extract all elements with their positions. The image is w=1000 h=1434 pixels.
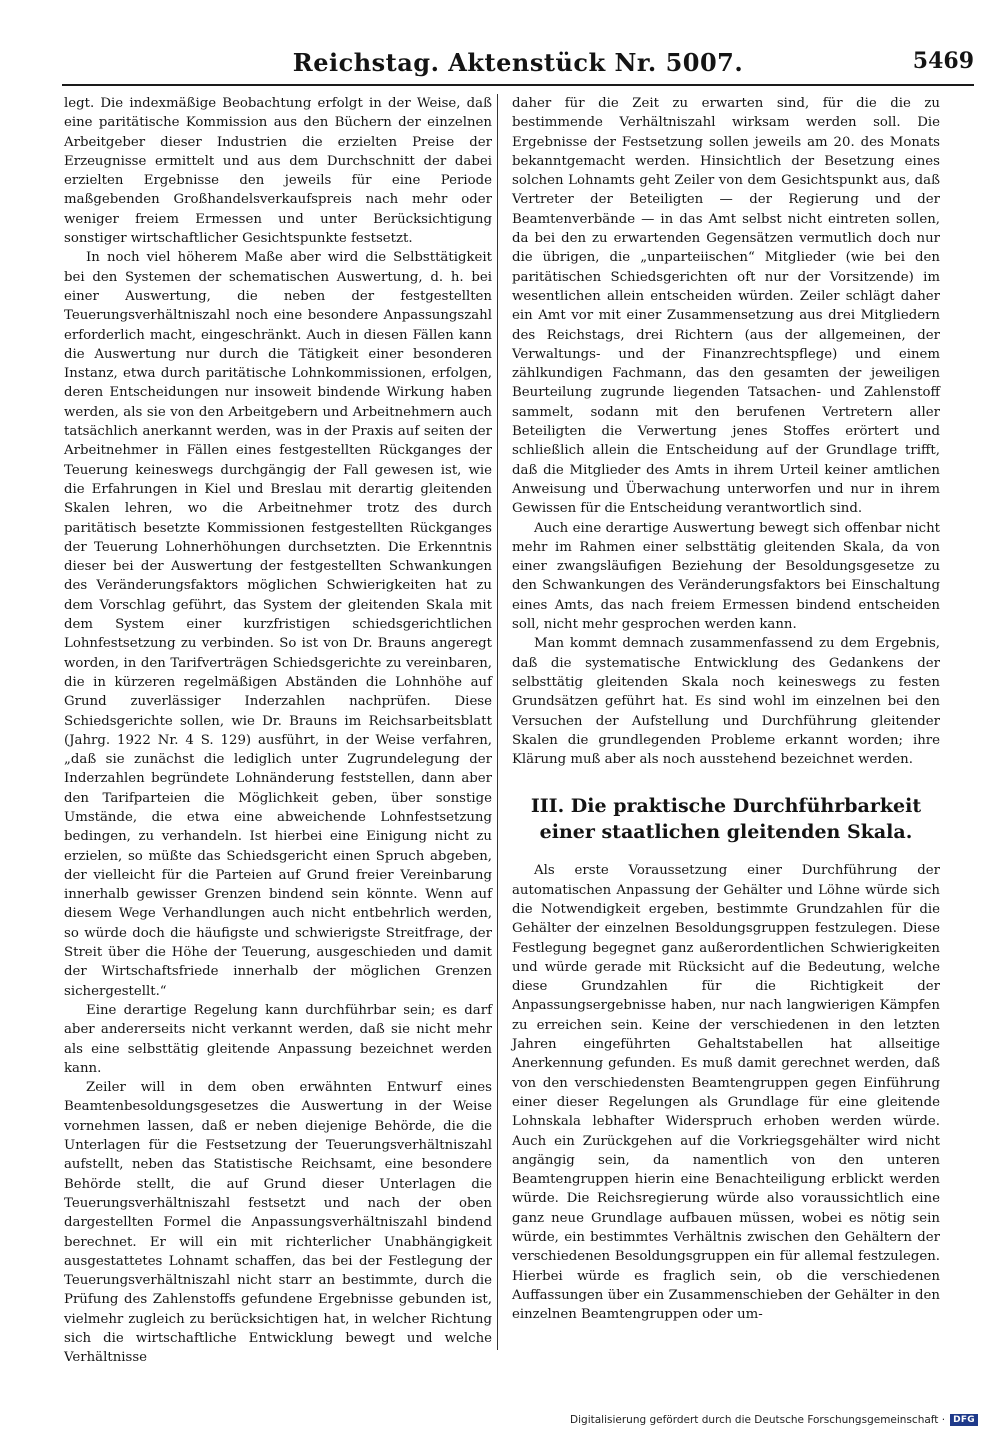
paragraph: Als erste Voraussetzung einer Durchführung der automatischen Anpassung der Gehälter und Löhne würde sich die Notwendigkeit ergeben, bestimmte Grundzahlen für die Gehälter der einzelnen Besoldungsgruppen festzulegen. Diese Festlegung begegnet ganz außerordentlichen Schwierigkeiten und würde gerade mit Rücksicht auf die Bedeutung, welche diese Grundzahlen für die Richtigkeit der Anpassungsergebnisse haben, nur nach langwierigen Kämpfen zu erreichen sein. Keine der verschiedenen in den letzten Jahren eingeführten Gehaltstabellen hat allseitige Anerkennung gefunden. Es muß damit gerechnet werden, daß von den verschiedensten Beamtengruppen gegen Einführung einer dieser Regelungen als Grundlage für eine gleitende Lohnskala lebhafter Widerspruch erhoben werden würde. Auch ein Zurückgehen auf die Vorkriegsgehälter wird nicht angängig sein, da namentlich von den unteren Beamtengruppen hierin eine Benachteiligung erblickt werden würde. Die Reichsregierung würde also voraussichtlich eine ganz neue Grundlage aufbauen müssen, wobei es nötig sein würde, ein bestimmtes Verhältnis zwischen den Gehältern der verschiedenen Besoldungsgruppen ein für allemal festzulegen. Hierbei würde es fraglich sein, ob die verschiedenen Auffassungen über ein Zusammenschieben der Gehälter in den einzelnen Beamtengruppen oder um- — [512, 863, 940, 1323]
paragraph: daher für die Zeit zu erwarten sind, für die die zu bestimmende Verhältniszahl wirksam werden soll. Die Ergebnisse der Festsetzung sollen jeweils am 20. des Monats bekanntgemacht werden. Hinsichtlich der Besetzung eines solchen Lohnamts geht Zeiler von dem Gesichtspunkt aus, daß Vertreter der Beteiligten — der Regierung und der Beamtenverbände — in das Amt selbst nicht eintreten sollen, da bei den zu erwartenden Gegensätzen vermutlich doch nur die übrigen, die „unparteiischen“ Mitglieder (wie bei den paritätischen Schiedsgerichten oft nur der Vorsitzende) im wesentlichen allein entscheiden würden. Zeiler schlägt daher ein Amt vor mit einer Zusammensetzung aus drei Mitgliedern des Reichstags, drei Richtern (aus der allgemeinen, der Verwaltungs- und der Finanzrechtspflege) und einem zählkundigen Fachmann, das den gesamten der jeweiligen Beurteilung zugrunde liegenden Tatsachen- und Zahlenstoff sammelt, sodann mit den berufenen Vertretern aller Beteiligten die Verwertung jenes Stoffes erörtert und schließlich allein die Entscheidung auf der Grundlage trifft, daß die Mitglieder des Amts in ihrem Urteil keiner amtlichen Anweisung und Überwachung unterworfen und nur in ihrem Gewissen für die Entscheidung verantwortlich sind. — [512, 96, 940, 517]
dfg-logo-icon: DFG — [950, 1414, 978, 1426]
page-header — [62, 44, 974, 84]
footer-credit: Digitalisierung gefördert durch die Deutsche Forschungsgemeinschaft · — [570, 1414, 946, 1426]
column-divider — [497, 94, 498, 1350]
paragraph: legt. Die indexmäßige Beobachtung erfolgt in der Weise, daß eine paritätische Kommission aus den Büchern der einzelnen Arbeitgeber dieser Industrien die erzielten Preise der Erzeugnisse ermittelt und aus dem Durchschnitt der dabei erzielten Ergebnisse den jeweils für eine Periode maßgebenden Großhandelsverkaufspreis nach mehr oder weniger freiem Ermessen und unter Berücksichtigung sonstiger wirtschaftlicher Gesichtspunkte festsetzt. — [64, 96, 492, 247]
left-column — [64, 94, 492, 1368]
section-heading: III. Die praktische Durchführbarkeit einer staatlichen gleitenden Skala. — [530, 795, 922, 844]
header-rule — [62, 84, 974, 86]
right-column — [512, 94, 940, 1325]
paragraph: Zeiler will in dem oben erwähnten Entwurf eines Beamtenbesoldungsgesetzes die Auswertung in der Weise vornehmen lassen, daß er neben diejenige Behörde, die die Unterlagen für die Festsetzung der Teuerungsverhältniszahl aufstellt, neben das Statistische Reichsamt, eine besondere Behörde stellt, die auf Grund dieser Unterlagen die Teuerungsverhältniszahl festsetzt und nach der oben dargestellten Formel die Anpassungsverhältniszahl bindend berechnet. Er will ein mit richterlicher Unabhängigkeit ausgestattetes Lohnamt schaffen, das bei der Festlegung der Teuerungsverhältniszahl nicht starr an bestimmte, durch die Prüfung des Zahlenstoffs gefundene Ergebnisse gebunden ist, vielmehr zugleich zu berücksichtigen hat, in welcher Richtung sich die wirtschaftliche Entwicklung bewegt und welche Verhältnisse — [64, 1080, 492, 1366]
paragraph: Eine derartige Regelung kann durchführbar sein; es darf aber andererseits nicht verkannt werden, daß sie nicht mehr als eine selbsttätig gleitende Anpassung bezeichnet werden kann. — [64, 1002, 492, 1076]
paragraph: In noch viel höherem Maße aber wird die Selbsttätigkeit bei den Systemen der schematischen Auswertung, d. h. bei einer Auswertung, die neben der festgestellten Teuerungsverhältniszahl noch eine besondere Anpassungszahl erforderlich macht, eingeschränkt. Auch in diesen Fällen kann die Auswertung nur durch die Tätigkeit einer besonderen Instanz, etwa durch paritätische Lohnkommissionen, erfolgen, deren Entscheidungen nur insoweit bindende Wirkung haben werden, als sie von den Arbeitgebern und Arbeitnehmern auch tatsächlich anerkannt werden, was in der Praxis auf seiten der Arbeitnehmer in Fällen eines festgestellten Rückganges der Teuerung keineswegs durchgängig der Fall gewesen ist, wie die Erfahrungen in Kiel und Breslau mit derartig gleitenden Skalen lehren, wo die Arbeitnehmer trotz des durch paritätisch besetzte Kommissionen festgestellten Rückganges der Teuerung Lohnerhöhungen durchsetzten. Die Erkenntnis dieser bei der Auswertung der festgestellten Schwankungen des Veränderungsfaktors möglichen Schwierigkeiten hat zu dem Vorschlag geführt, das System der gleitenden Skala mit dem System einer kurzfristigen schiedsgerichtlichen Lohnfestsetzung zu verbinden. So ist von Dr. Brauns angeregt worden, in den Tarifverträgen Schiedsgerichte zu vereinbaren, die in kürzeren regelmäßigen Abständen die Lohnhöhe auf Grund zuverlässiger Inderzahlen nachprüfen. Diese Schiedsgerichte sollen, wie Dr. Brauns im Reichsarbeitsblatt (Jahrg. 1922 Nr. 4 S. 129) ausführt, in der Weise verfahren, „daß sie zunächst die lediglich unter Zugrundelegung der Inderzahlen begründete Lohnänderung feststellen, dann aber den Tarifparteien die Möglichkeit geben, über sonstige Umstände, die etwa eine abweichende Lohnfestsetzung bedingen, zu verhandeln. Ist hierbei eine Einigung nicht zu erzielen, so müßte das Schiedsgericht einen Spruch abgeben, der vielleicht für die Parteien auf Grund freier Vereinbarung innerhalb gewisser Grenzen bindend sein könnte. Wenn auf diesem Wege Verhandlungen auch nicht entbehrlich werden, so würde doch die häufigste und schwierigste Streitfrage, der Streit über die Höhe der Teuerung, ausgeschieden und damit der Wirtschaftsfriede innerhalb der möglichen Grenzen sichergestellt.“ — [64, 250, 492, 999]
paragraph: Man kommt demnach zusammenfassend zu dem Ergebnis, daß die systematische Entwicklung des Gedankens der selbsttätig gleitenden Skala noch keineswegs zu festen Grundsätzen geführt hat. Es sind wohl im einzelnen bei den Versuchen der Aufstellung und Durchführung gleitender Skalen die grundlegenden Probleme erkannt worden; ihre Klärung muß aber als noch ausstehend bezeichnet werden. — [512, 636, 940, 768]
paragraph: Auch eine derartige Auswertung bewegt sich offenbar nicht mehr im Rahmen einer selbsttätig gleitenden Skala, da von einer zwangsläufigen Beziehung der Besoldungsgesetze zu den Schwankungen des Veränderungsfaktors bei Einschaltung eines Amts, das nach freiem Ermessen bindend entscheiden soll, nicht mehr gesprochen werden kann. — [512, 520, 940, 633]
digitization-footer — [570, 1414, 978, 1426]
page-number: 5469 — [912, 48, 974, 74]
header-title: Reichstag. Aktenstück Nr. 5007. — [292, 48, 744, 77]
